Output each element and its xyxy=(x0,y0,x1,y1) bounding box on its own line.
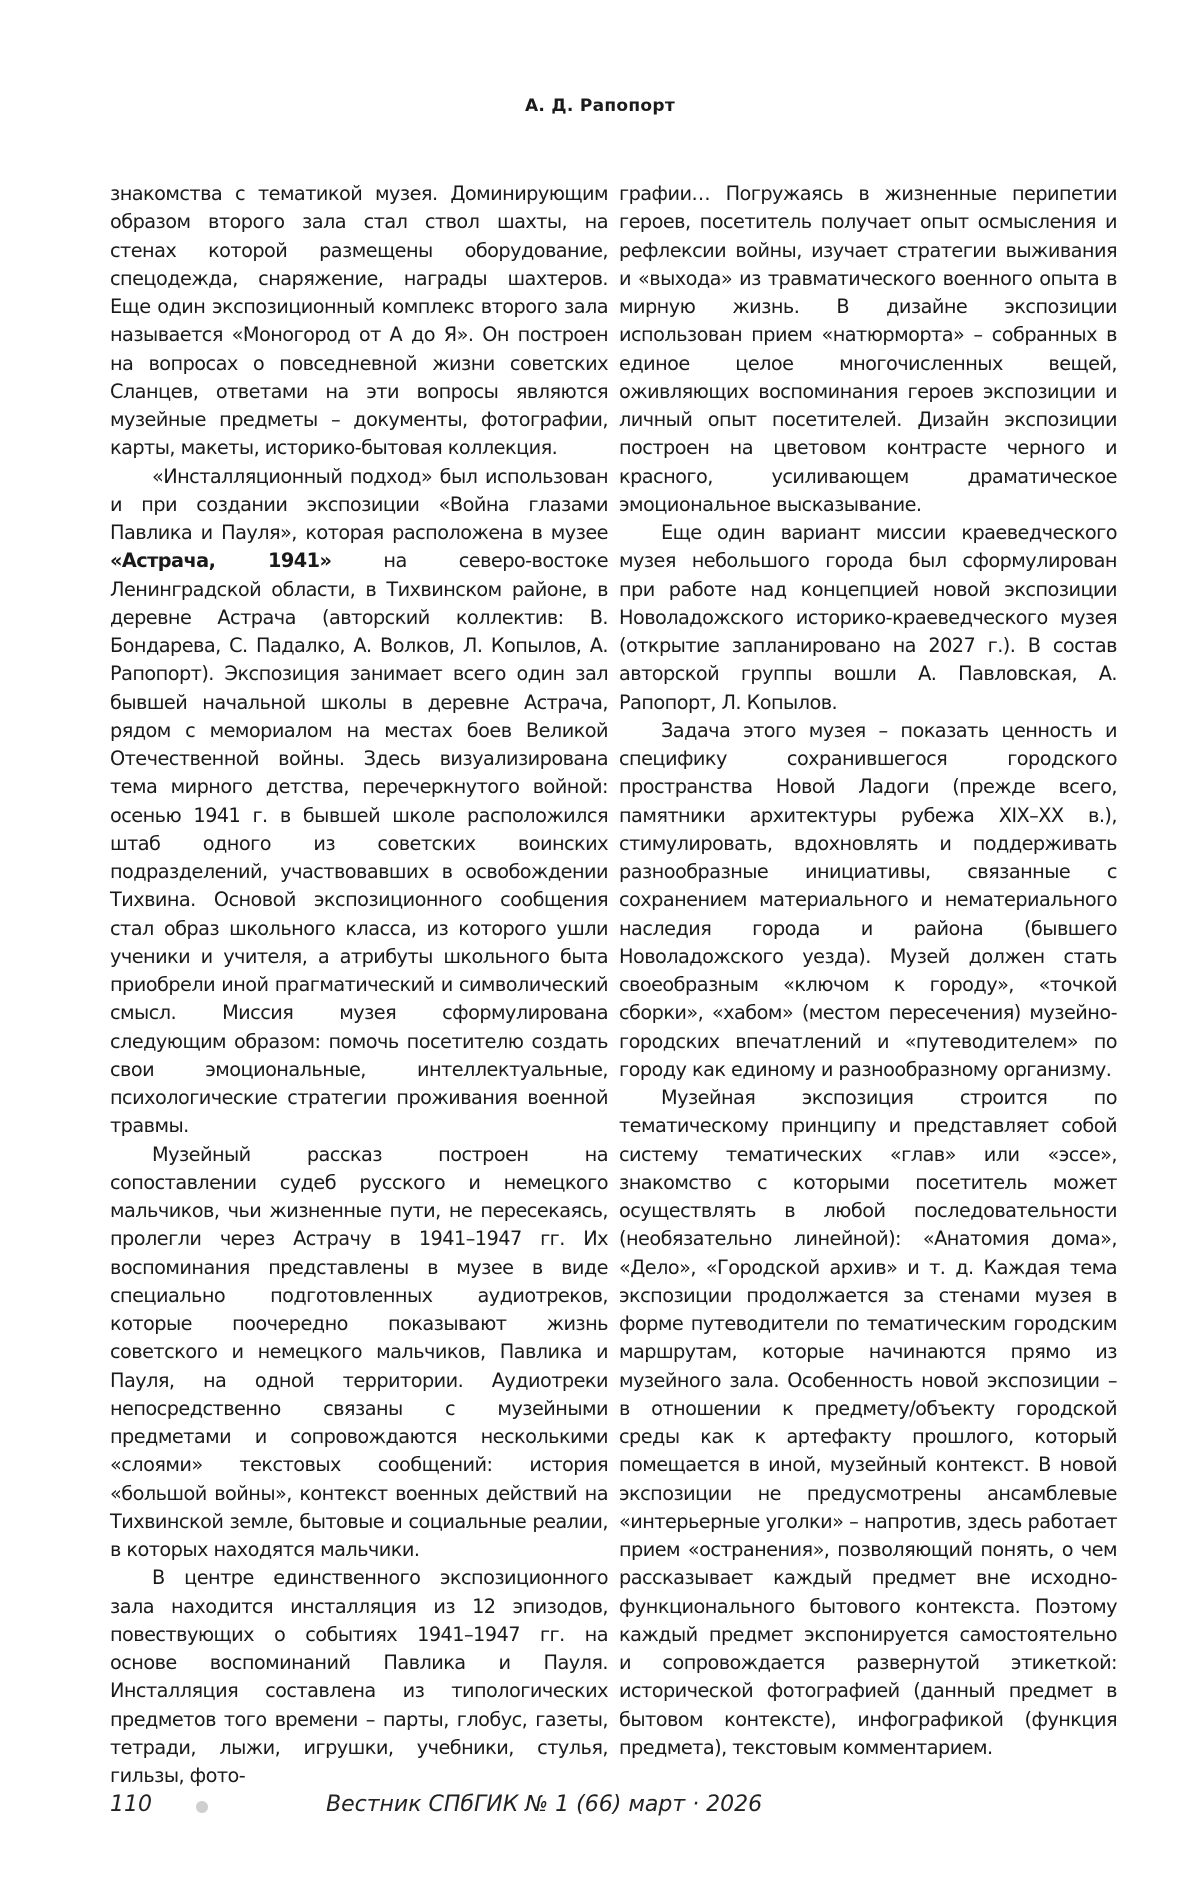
text-run: «Инсталляционный подход» был использован и при создании экспозиции «Война глазами Павлика и Пауля», которая расположена в музее xyxy=(110,464,608,544)
separator-dot-icon xyxy=(196,1801,208,1813)
paragraph: знакомства с тематикой музея. Доминирующим образом второго зала стал ствол шахты, на стенах которой размещены оборудование, спецодежда, снаряжение, награды шахтеров. Еще один экспозиционный комплекс второго зала называется «Моногород от А до Я». Он построен на вопросах о повседневной жизни советских Сланцев, ответами на эти вопросы являются музейные предметы – документы, фотографии, карты, макеты, историко-бытовая коллекция. xyxy=(110,182,608,460)
paragraph: Музейная экспозиция строится по тематическому принципу и представляет собой систему тематических «глав» или «эссе», знакомство с которыми посетитель может осуществлять в любой последовательности (необязательно линейной): «Анатомия дома», «Дело», «Городской архив» и т. д. Каждая тема экспозиции продолжается за стенами музея в форме путеводители по тематическим городским маршрутам, которые начинаются прямо из музейного зала. Особенность новой экспозиции – в отношении к предмету/объекту городской среды как к артефакту прошлого, который помещается в иной, музейный контекст. В новой экспозиции не предусмотрены ансамблевые «интерьерные уголки» – напротив, здесь работает прием «остранения», позволяющий понять, о чем рассказывает каждый предмет вне исходно-функционального бытового контекста. Поэтому каждый предмет экспонируется самостоятельно и сопровождается развернутой этикеткой: исторической фотографией (данный предмет в бытовом контексте), инфографикой (функция предмета), текстовым комментарием. xyxy=(619,1086,1117,1759)
left-column xyxy=(110,180,608,1790)
paragraph xyxy=(110,463,608,1141)
journal-name: Вестник СПбГИК № 1 (66) март · 2026 xyxy=(326,1792,763,1817)
text-run: на северо-востоке Ленинградской области, в Тихвинском районе, в деревне Астрача (авторский коллектив: В. Бондарева, С. Падалко, А. Волков, Л. Копылов, А. Рапопорт). Экспозиция занимает всего один зал бывшей начальной школы в деревне Астрача, рядом с мемориалом на местах боев Великой Отечественной войны. Здесь визуализирована тема мирного детства, перечеркнутого войной: осенью 1941 г. в бывшей школе расположился штаб одного из советских воинских подразделений, участвовавших в освобождении Тихвина. Основой экспозиционного сообщения стал образ школьного класса, из которого ушли ученики и учителя, а атрибуты школьного быта приобрели иной прагматический и символический смысл. Миссия музея сформулирована следующим образом: помочь посетителю создать свои эмоциональные, интеллектуальные, психологические стратегии проживания военной травмы. xyxy=(110,549,609,1138)
paragraph: Задача этого музея – показать ценность и специфику сохранившегося городского пространства Новой Ладоги (прежде всего, памятники архитектуры рубежа XIX–XX в.), стимулировать, вдохновлять и поддерживать разнообразные инициативы, связанные с сохранением материального и нематериального наследия города и района (бывшего Новоладожского уезда). Музей должен стать своеобразным «ключом к городу», «точкой сборки», «хабом» (местом пересечения) музейно-городских впечатлений и «путеводителем» по городу как единому и разнообразному организму. xyxy=(619,718,1117,1081)
paragraph: Музейный рассказ построен на сопоставлении судеб русского и немецкого мальчиков, чьи жизненные пути, не пересекаясь, пролегли через Астрачу в 1941–1947 гг. Их воспоминания представлены в музее в виде специально подготовленных аудиотреков, которые поочередно показывают жизнь советского и немецкого мальчиков, Павлика и Пауля, на одной территории. Аудиотреки непосредственно связаны с музейными предметами и сопровождаются несколькими «слоями» текстовых сообщений: история «большой войны», контекст военных действий на Тихвинской земле, бытовые и социальные реалии, в которых находятся мальчики. xyxy=(110,1142,608,1561)
page-number: 110 xyxy=(110,1792,152,1817)
museum-name-bold: «Астрача, 1941» xyxy=(110,549,332,573)
paragraph: Еще один вариант миссии краеведческого музея небольшого города был сформулирован при работе над концепцией новой экспозиции Новоладожского историко-краеведческого музея (открытие запланировано на 2027 г.). В состав авторской группы вошли А. Павловская, А. Рапопорт, Л. Копылов. xyxy=(619,521,1117,714)
paragraph: графии… Погружаясь в жизненные перипетии героев, посетитель получает опыт осмысления и рефлексии войны, изучает стратегии выживания и «выхода» из травматического военного опыта в мирную жизнь. В дизайне экспозиции использован прием «натюрморта» – собранных в единое целое многочисленных вещей, оживляющих воспоминания героев экспозиции и личный опыт посетителей. Дизайн экспозиции построен на цветовом контрасте черного и красного, усиливающем драматическое эмоциональное высказывание. xyxy=(619,182,1117,516)
running-head: А. Д. Рапопорт xyxy=(524,96,676,116)
right-column xyxy=(619,180,1117,1762)
paragraph: В центре единственного экспозиционного зала находится инсталляция из 12 эпизодов, повествующих о событиях 1941–1947 гг. на основе воспоминаний Павлика и Пауля. Инсталляция составлена из типологических предметов того времени – парты, глобус, газеты, тетради, лыжи, игрушки, учебники, стулья, гильзы, фото- xyxy=(110,1566,608,1787)
